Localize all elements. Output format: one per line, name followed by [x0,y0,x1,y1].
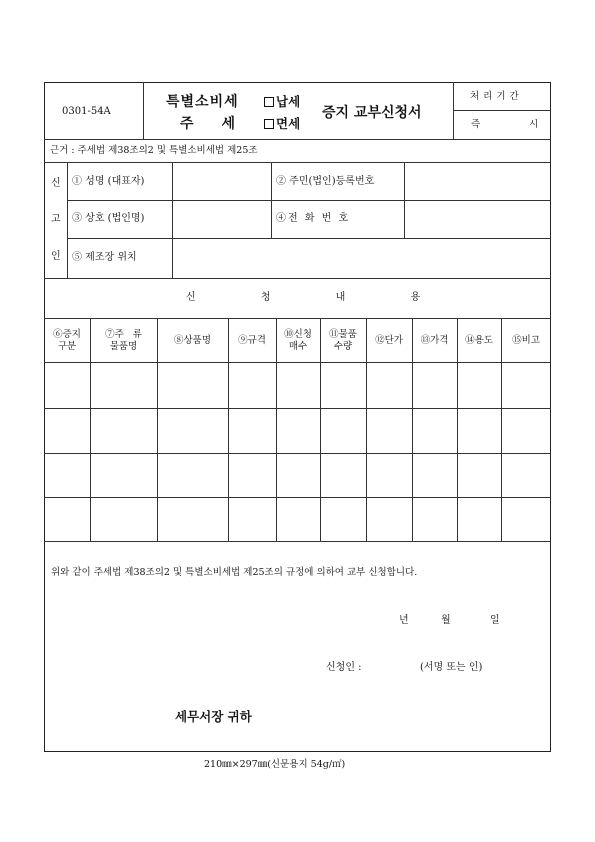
processing-divider [453,110,551,111]
processing-period-value-1: 즉 [471,119,481,130]
col-header-remarks-line1: ⑮비고 [512,335,540,346]
col-header-remarks [501,335,551,347]
processing-period-value-2: 시 [529,119,539,130]
applicant-side-char-1: 신 [51,178,61,189]
table-row [44,454,551,497]
col-header-liquor-name-line1: ⑦주 류 [105,329,142,340]
header-divider-left [143,82,144,139]
signature-note: (서명 또는 인) [420,662,483,673]
processing-period-label: 처리기간 [470,91,523,102]
col-header-liquor-name [90,329,157,353]
signature-field[interactable] [372,660,418,674]
addressee: 세무서장 귀하 [175,709,252,724]
trade-name-field[interactable] [178,214,266,228]
applicant-row-line-1 [67,200,551,201]
basis-bottom-line [44,162,551,163]
col-header-goods-quantity-line1: ⑪물품 [329,329,357,340]
applicant-signature-label: 신청인 : [326,662,362,673]
basis-top-line [44,139,551,140]
col-header-stamp-type-line1: ⑥증지 [53,329,81,340]
section-title-line [44,318,551,319]
name-field[interactable] [178,177,266,191]
applicant-side-char-3: 인 [51,251,61,262]
applicant-row-line-2 [67,238,551,239]
form-title: 증지 교부신청서 [322,105,422,121]
col-header-spec-line1: ⑨규격 [238,335,266,346]
applicant-side-divider [67,162,68,278]
table-row [44,498,551,541]
col-header-unit-price-line1: ⑫단가 [375,335,403,346]
form-number: 0301-54A [62,106,111,117]
col-header-purpose [457,335,501,347]
col-header-purpose-line1: ⑭용도 [465,335,493,346]
col-header-product-name [157,335,228,347]
phone-field[interactable] [410,214,545,228]
table-bottom-line [44,541,551,542]
tax-type-liquor: 주세 [180,116,264,132]
legal-basis: 근거 : 주세법 제38조의2 및 특별소비세법 제25조 [50,145,258,156]
col-header-requested-count [276,329,320,353]
col-header-spec [228,335,276,347]
table-row [44,363,551,408]
factory-location-field[interactable] [178,253,543,267]
phone-label: ④전 화 번 호 [276,213,351,224]
checkbox-exempt[interactable] [264,119,274,129]
name-label: ① 성명 (대표자) [72,176,145,187]
table-row [44,409,551,453]
col-header-unit-price [366,335,412,347]
registration-number-field[interactable] [410,177,545,191]
col-header-product-name-line1: ⑧상품명 [173,335,212,346]
checkbox-pay[interactable] [264,97,274,107]
registration-number-label: ② 주민(법인)등록번호 [276,176,375,187]
option-pay-label: 납세 [276,94,301,109]
tax-type-special: 특별소비세 [166,94,239,110]
col-header-requested-count-line1: ⑩신청 [284,329,312,340]
date-month: 월 [441,615,451,626]
option-exempt-label: 면세 [276,116,301,131]
declaration-statement: 위와 같이 주세법 제38조의2 및 특별소비세법 제25조의 규정에 의하여 교부 신청합니다. [51,567,418,578]
col-header-price [412,335,457,347]
applicant-bottom-line [44,278,551,279]
paper-spec: 210㎜×297㎜(신문용지 54g/㎡) [204,759,346,770]
date-day: 일 [490,615,500,626]
col-header-price-line1: ⑬가격 [420,335,449,346]
col-header-stamp-type-line2: 구분 [57,341,77,352]
col-header-liquor-name-line2: 물품명 [109,341,138,352]
date-year: 년 [399,615,409,626]
trade-name-label: ③ 상호 (법인명) [72,213,145,224]
factory-location-label: ⑤ 제조장 위치 [72,252,137,263]
col-header-goods-quantity-line2: 수량 [333,341,353,352]
applicant-side-char-2: 고 [51,214,61,225]
col-header-stamp-type [44,329,90,353]
col-header-goods-quantity [320,329,366,353]
col-header-requested-count-line2: 매수 [288,341,308,352]
applicant-label-divider-1 [172,162,173,278]
section-title: 신 청 내 용 [186,292,421,303]
